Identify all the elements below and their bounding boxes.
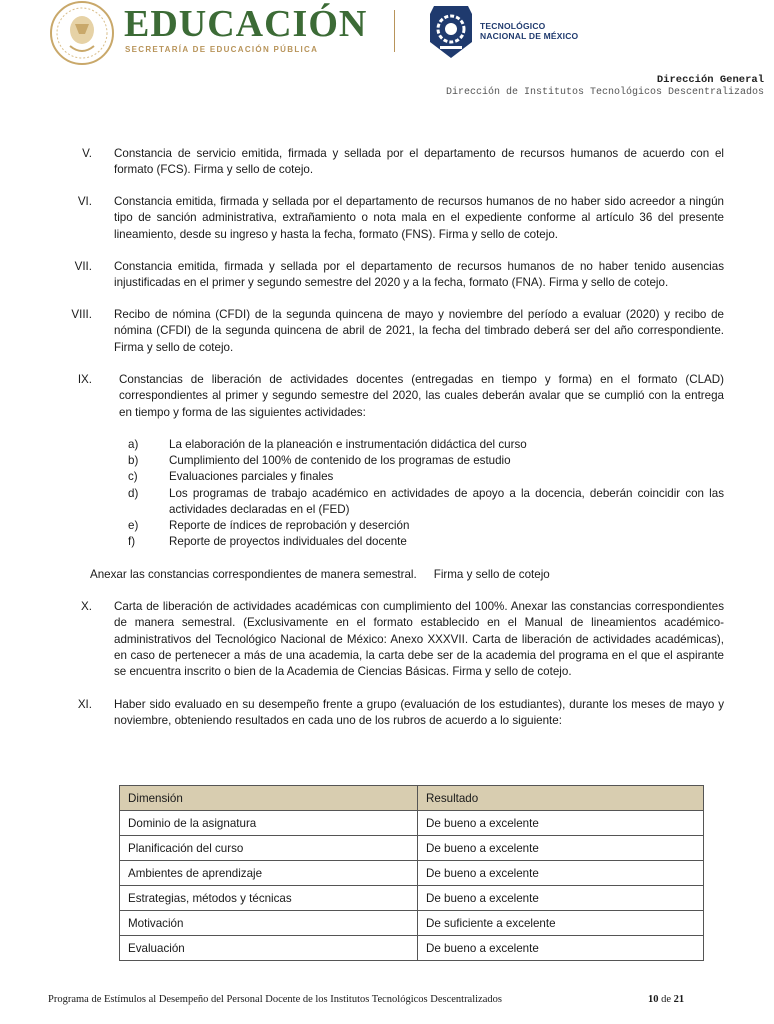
subitem-text: Cumplimiento del 100% de contenido de los programas de estudio: [169, 454, 511, 467]
page-current: 10: [648, 994, 659, 1005]
cell-dimension: Ambientes de aprendizaje: [120, 861, 418, 886]
subitem-text: La elaboración de la planeación e instrumentación didáctica del curso: [169, 438, 527, 451]
cell-dimension: Dominio de la asignatura: [120, 811, 418, 836]
table-row: [120, 811, 704, 836]
item-text: Constancia de servicio emitida, firmada y sellada por el departamento de recursos humanos de acuerdo con el formato (FCS). Firma y sello de cotejo.: [114, 147, 724, 177]
table-row: [120, 861, 704, 886]
sep-logo-subtitle: SECRETARÍA DE EDUCACIÓN PÚBLICA: [125, 45, 319, 54]
item-text: Constancias de liberación de actividades docentes (entregadas en tiempo y forma) en el formato (CLAD) correspondientes al primer y segundo semestre del 2020, las cuales deberán avalar que se cumplió con la entrega en tiempo y forma de las siguientes actividades:: [119, 373, 724, 419]
subitem-text: Los programas de trabajo académico en actividades de apoyo a la docencia, deberán coincidir con las actividades declaradas en el (FED): [169, 487, 724, 517]
subitem-text: Evaluaciones parciales y finales: [169, 470, 334, 483]
subitem-letter: c): [128, 470, 138, 483]
cell-result: De bueno a excelente: [418, 861, 704, 886]
cell-result: De bueno a excelente: [418, 936, 704, 961]
subitem-text: Reporte de proyectos individuales del docente: [169, 535, 407, 548]
item-text: Carta de liberación de actividades académicas con cumplimiento del 100%. Anexar las constancias correspondientes de manera semestral. (Exclusivamente en el formato establecido en el Manual de lineamientos académico-administrativos del Tecnológico Nacional de México: Anexo XXXVII. Carta de liberación de actividades académicas), en caso de pertenecer a más de una academia, la carta debe ser de la academia del programa en el que el aspirante se encuentra inscrito o bien de la Academia de Ciencias Básicas. Firma y sello de cotejo.: [114, 600, 724, 679]
item-number: X.: [81, 600, 92, 613]
column-header-dimension: Dimensión: [120, 786, 418, 811]
mexico-coat-of-arms-seal-icon: [47, 0, 117, 66]
tecnm-line1: TECNOLÓGICO: [480, 21, 546, 31]
table-row: [120, 836, 704, 861]
item-number: V.: [82, 147, 92, 160]
annex-note: [90, 567, 550, 583]
table-header-row: [120, 786, 704, 811]
cell-result: De bueno a excelente: [418, 836, 704, 861]
subitem-letter: a): [128, 438, 139, 451]
subitem-letter: b): [128, 454, 139, 467]
subitem-letter: f): [128, 535, 136, 548]
cell-result: De bueno a excelente: [418, 811, 704, 836]
cell-dimension: Evaluación: [120, 936, 418, 961]
item-number: XI.: [77, 698, 92, 711]
header-divider: [394, 10, 395, 52]
item-text: Constancia emitida, firmada y sellada por el departamento de recursos humanos de no haber sido acreedor a ningún tipo de sanción administrativa, extrañamiento o nota mala en el expediente conforme al artículo 36 del presente lineamiento, desde su ingreso y hasta la fecha, formato (FNS). Firma y sello de cotejo.: [114, 195, 724, 241]
cell-result: De suficiente a excelente: [418, 911, 704, 936]
cell-dimension: Planificación del curso: [120, 836, 418, 861]
cell-dimension: Estrategias, métodos y técnicas: [120, 886, 418, 911]
tecnm-line2: NACIONAL DE MÉXICO: [480, 31, 579, 41]
annex-stamp-text: Firma y sello de cotejo: [433, 568, 550, 581]
evaluation-dimensions-table: [119, 785, 704, 961]
item-text: Recibo de nómina (CFDI) de la segunda quincena de mayo y noviembre del período a evaluar (2020) y recibo de nómina (CFDI) de la segunda quincena de abril de 2021, la fecha del timbrado deberá ser del año correspondiente. Firma y sello de cotejo.: [114, 308, 724, 354]
item-number: IX.: [77, 373, 92, 386]
direccion-general-heading: Dirección General: [656, 74, 764, 86]
item-number: VIII.: [71, 308, 92, 321]
item-text: Constancia emitida, firmada y sellada por el departamento de recursos humanos de no haber tenido ausencias injustificadas en el primer y segundo semestre del 2020 y a la fecha, formato (FNA). Firma y sello de cotejo.: [114, 260, 724, 290]
annex-text: Anexar las constancias correspondientes de manera semestral.: [90, 568, 417, 581]
item-text: Haber sido evaluado en su desempeño frente a grupo (evaluación de los estudiantes), durante los meses de mayo y noviembre, obteniendo resultados en cada uno de los rubros de acuerdo a lo siguiente:: [114, 698, 724, 728]
cell-result: De bueno a excelente: [418, 886, 704, 911]
page-total: 21: [673, 994, 685, 1005]
page-number: [648, 994, 684, 1005]
direccion-institutos-heading: Dirección de Institutos Tecnológicos Descentralizados: [445, 87, 764, 98]
tecnm-logo-text: [480, 21, 578, 41]
page-of: de: [661, 994, 672, 1005]
subitem-letter: d): [128, 487, 139, 500]
subitem-text: Reporte de índices de reprobación y deserción: [169, 519, 410, 532]
column-header-result: Resultado: [418, 786, 704, 811]
subitem-letter: e): [128, 519, 139, 532]
item-number: VII.: [74, 260, 92, 273]
tecnm-gear-logo-icon: [426, 2, 476, 60]
table-row: [120, 911, 704, 936]
table-row: [120, 936, 704, 961]
item-number: VI.: [77, 195, 92, 208]
footer-program-name: Programa de Estímulos al Desempeño del Personal Docente de los Institutos Tecnológicos Descentralizados: [48, 994, 502, 1005]
table-row: [120, 886, 704, 911]
cell-dimension: Motivación: [120, 911, 418, 936]
sep-logo-title: EDUCACIÓN: [124, 3, 368, 45]
